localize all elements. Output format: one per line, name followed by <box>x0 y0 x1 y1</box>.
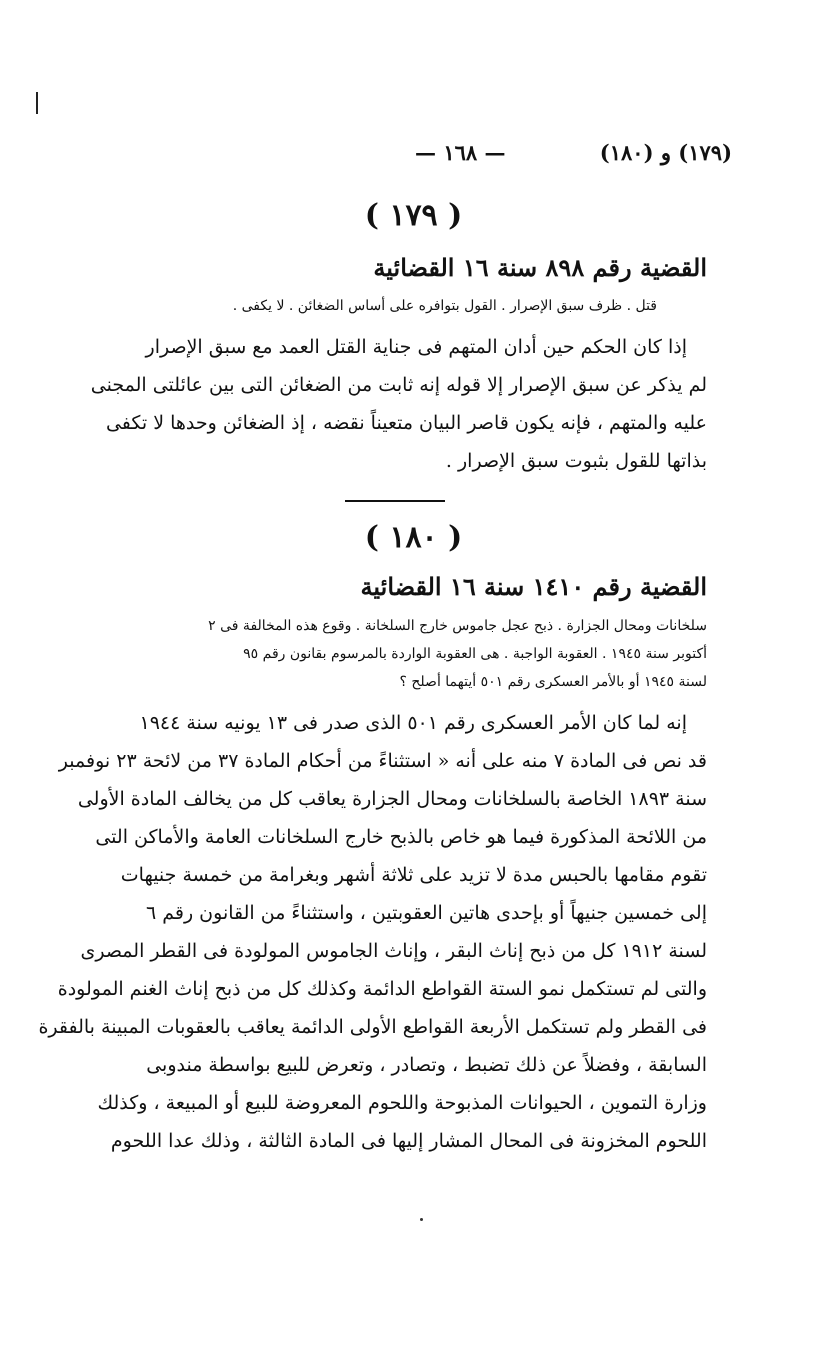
case-180-summary-line: سلخانات ومحال الجزارة . ذبح عجل جاموس خارج السلخانة . وقوع هذه المخالفة فى ٢ <box>208 618 707 634</box>
case-179-summary-line: قتل . ظرف سبق الإصرار . القول بتوافره على أساس الضغائن . لا يكفى . <box>232 298 657 314</box>
case-180-number: ( ١٨٠ ) <box>364 520 463 555</box>
case-180-body-line: من اللائحة المذكورة فيما هو خاص بالذبح خارج السلخانات العامة والأماكن التى <box>95 826 707 848</box>
case-179-body-line: لم يذكر عن سبق الإصرار إلا قوله إنه ثابت من الضغائن التى بين عائلتى المجنى <box>90 374 707 396</box>
case-179-body-line: إذا كان الحكم حين أدان المتهم فى جناية القتل العمد مع سبق الإصرار <box>145 336 687 358</box>
case-179-body-line: بذاتها للقول بثبوت سبق الإصرار . <box>445 450 707 472</box>
case-180-body-line: إلى خمسين جنيهاً أو بإحدى هاتين العقوبتين ، واستثناءً من القانون رقم ٦ <box>145 902 707 924</box>
case-179-number: ( ١٧٩ ) <box>364 198 463 233</box>
running-header <box>70 140 732 170</box>
case-180-body-line: السابقة ، وفضلاً عن ذلك تضبط ، وتصادر ، وتعرض للبيع بواسطة مندوبى <box>146 1054 707 1076</box>
case-179-title: القضية رقم ٨٩٨ سنة ١٦ القضائية <box>373 253 707 282</box>
case-180-title: القضية رقم ١٤١٠ سنة ١٦ القضائية <box>360 572 707 601</box>
case-180-summary-line: لسنة ١٩٤٥ أو بالأمر العسكرى رقم ٥٠١ أيتهما أصلح ؟ <box>399 674 707 690</box>
section-divider <box>345 500 445 502</box>
case-180-body-line: سنة ١٨٩٣ الخاصة بالسلخانات ومحال الجزارة يعاقب كل من يخالف المادة الأولى <box>77 788 707 810</box>
case-180-body-line: قد نص فى المادة ٧ منه على أنه « استثناءً من أحكام المادة ٣٧ من لائحة ٢٣ نوفمبر <box>58 750 707 772</box>
case-180-body-line: اللحوم المخزونة فى المحال المشار إليها فى المادة الثالثة ، وذلك عدا اللحوم <box>110 1130 707 1152</box>
header-case-range: (١٧٩) و (١٨٠) <box>599 140 732 165</box>
print-speck <box>420 1218 423 1221</box>
case-180-body-line: تقوم مقامها بالحبس مدة لا تزيد على ثلاثة أشهر وبغرامة من خمسة جنيهات <box>120 864 707 886</box>
case-180-body-line: إنه لما كان الأمر العسكرى رقم ٥٠١ الذى صدر فى ١٣ يونيه سنة ١٩٤٤ <box>139 712 687 734</box>
case-180-summary-line: أكتوبر سنة ١٩٤٥ . العقوبة الواجبة . هى العقوبة الواردة بالمرسوم بقانون رقم ٩٥ <box>243 646 707 662</box>
case-180-body-line: والتى لم تستكمل نمو الستة القواطع الدائمة وكذلك كل من ذبح إناث الغنم المولودة <box>57 978 707 1000</box>
case-180-body-line: وزارة التموين ، الحيوانات المذبوحة واللحوم المعروضة للبيع أو المبيعة ، وكذلك <box>97 1092 707 1114</box>
case-180-body-line: لسنة ١٩١٢ كل من ذبح إناث البقر ، وإناث الجاموس المولودة فى القطر المصرى <box>80 940 707 962</box>
case-180-body-line: فى القطر ولم تستكمل الأربعة القواطع الأولى الدائمة يعاقب بالعقوبات المبينة بالفقرة <box>38 1016 707 1038</box>
case-179-body-line: عليه والمتهم ، فإنه يكون قاصر البيان متعيناً نقضه ، إذ الضغائن وحدها لا تكفى <box>105 412 707 434</box>
margin-mark <box>36 92 38 114</box>
page-number: — ١٦٨ — <box>415 140 506 165</box>
